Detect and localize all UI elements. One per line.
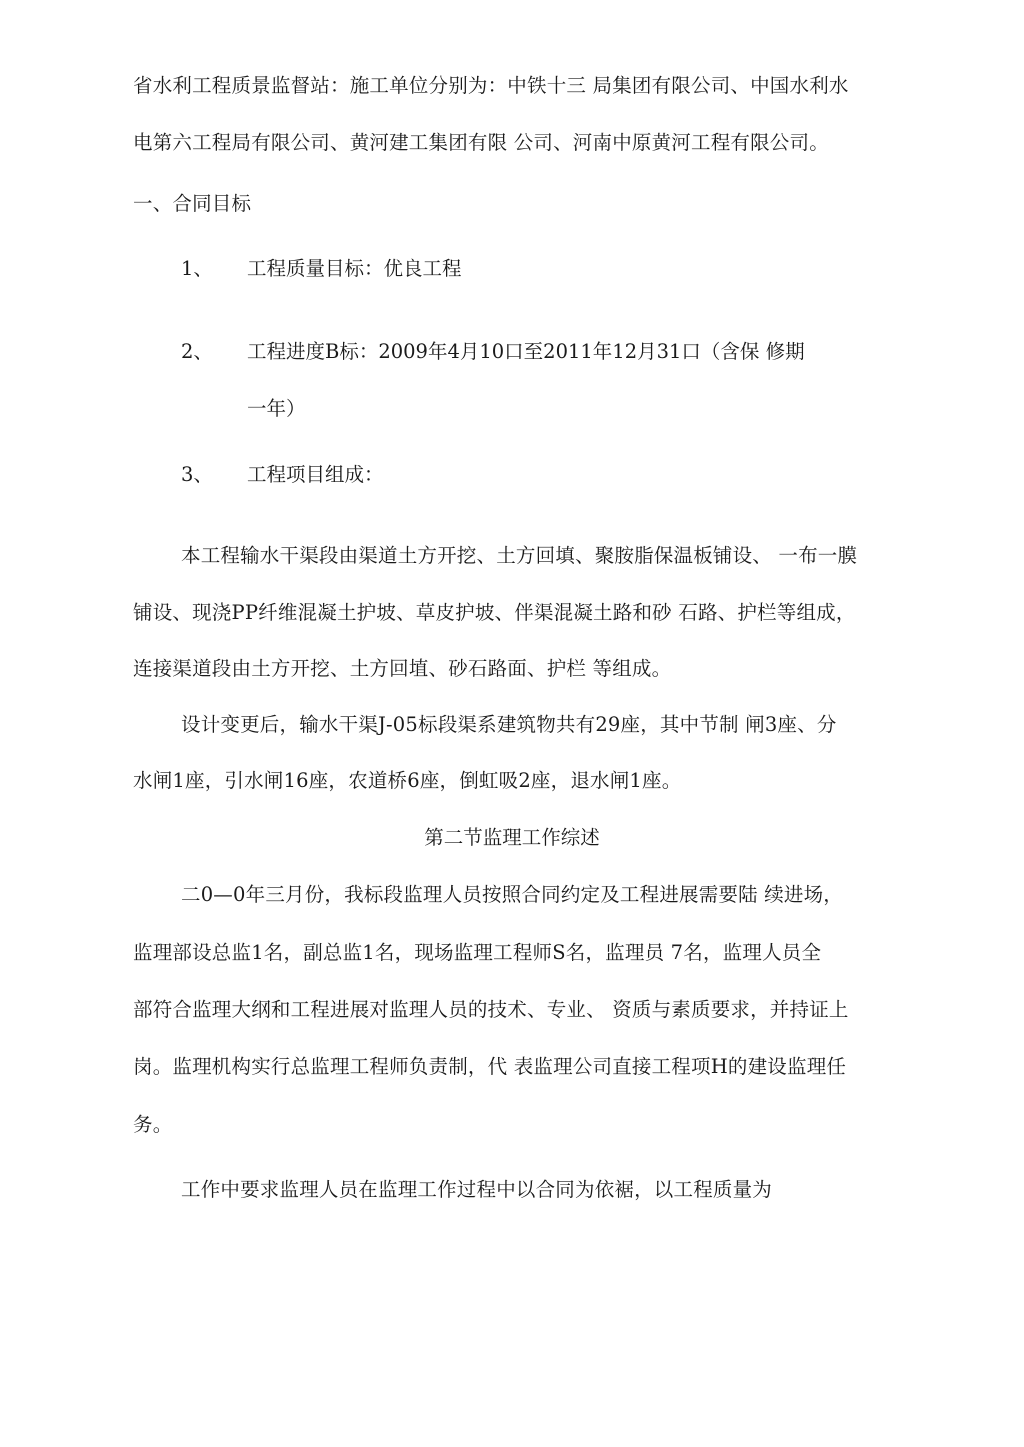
section-2-title: 第二节监理工作综述 <box>424 826 600 849</box>
staff-line-3: 部符合监理大纲和工程进展对监理人员的技术、专业、 资质与素质要求，并持证上 <box>133 998 849 1021</box>
item-1-text: 工程质量目标：优良工程 <box>247 257 462 280</box>
item-3-text: 工程项目组成： <box>247 463 384 486</box>
item-2-text: 工程进度B标：2009年4月10口至2011年12月31口（含保 修期 <box>247 340 805 363</box>
composition-line-1: 本工程输水干渠段由渠道土方开挖、土方回填、聚胺脂保温板铺设、 一布一膜 <box>181 544 858 567</box>
design-change-line-1: 设计变更后，输水干渠J-05标段渠系建筑物共有29座，其中节制 闸3座、分 <box>181 713 837 736</box>
section-heading-contract-goals: 一、合同目标 <box>133 192 252 215</box>
design-change-line-2: 水闸1座，引水闸16座，农道桥6座，倒虹吸2座，退水闸1座。 <box>133 769 682 792</box>
intro-line-1: 省水利工程质景监督站：施工单位分别为：中铁十三 局集团有限公司、中国水利水 <box>133 74 849 97</box>
staff-line-2: 监理部设总监1名，副总监1名，现场监理工程师S名，监理员 7名，监理人员全 <box>133 941 822 964</box>
composition-line-2: 铺设、现浇PP纤维混凝土护坡、草皮护坡、伴渠混凝土路和砂 石路、护栏等组成， <box>133 601 856 624</box>
staff-line-4: 岗。监理机构实行总监理工程师负责制，代 表监理公司直接工程项H的建设监理任 <box>133 1055 847 1078</box>
item-2-number: 2、 <box>181 340 213 363</box>
item-3-number: 3、 <box>181 463 213 486</box>
composition-line-3: 连接渠道段由土方开挖、土方回埴、砂石路面、护栏 等组成。 <box>133 657 672 680</box>
staff-line-5: 务。 <box>133 1113 173 1136</box>
item-2-continuation: 一年） <box>247 397 306 420</box>
staff-line-1: 二0—0年三月份，我标段监理人员按照合同约定及工程进展需要陆 续进场， <box>181 883 844 906</box>
intro-line-2: 电第六工程局有限公司、黄河建工集团有限 公司、河南中原黄河工程有限公司。 <box>133 131 829 154</box>
work-line-1: 工作中要求监理人员在监理工作过程中以合同为依裾，以工程质量为 <box>181 1178 773 1201</box>
item-1-number: 1、 <box>181 257 213 280</box>
